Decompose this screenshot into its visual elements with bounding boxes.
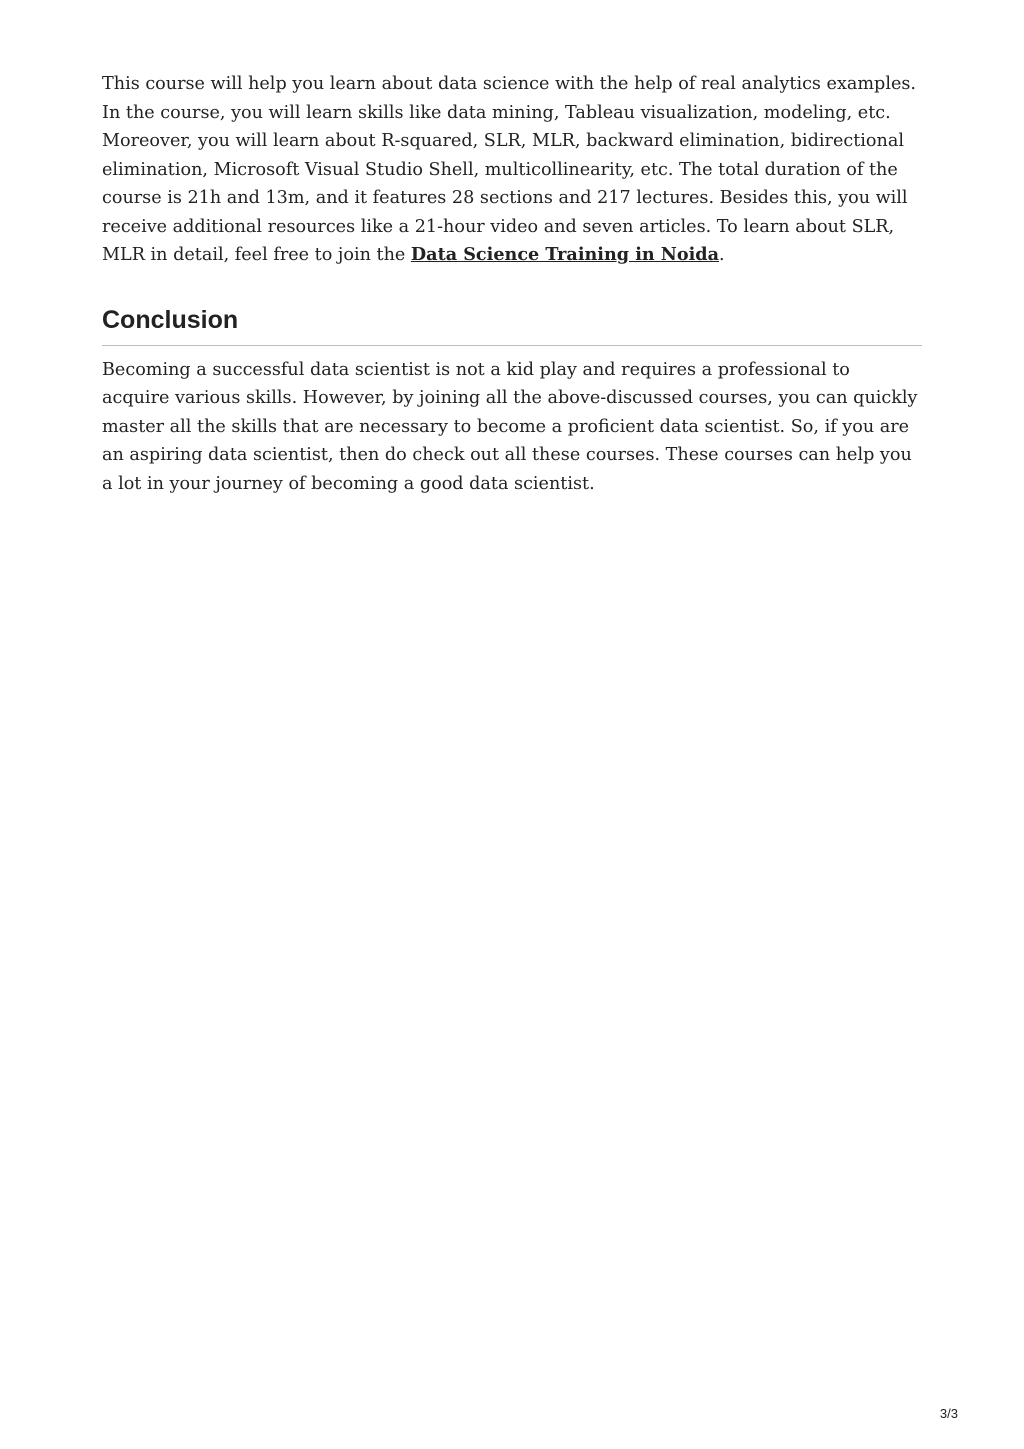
conclusion-paragraph: Becoming a successful data scientist is not a kid play and requires a professional to acquire various skills. However, by joining all the above-discussed courses, you can quickly master all the skills that are necessary to become a proficient data scientist. So, if you are an aspiring data scientist, then do check out all these courses. These courses can help you a lot in your journey of becoming a good data scientist. xyxy=(102,359,918,494)
course-paragraph-trailing: . xyxy=(719,245,725,265)
document-body xyxy=(102,70,922,498)
conclusion-heading: Conclusion xyxy=(102,304,922,346)
course-paragraph-text: This course will help you learn about data science with the help of real analytics examples. In the course, you will learn skills like data mining, Tableau visualization, modeling, etc. Moreover, you will learn about R-squared, SLR, MLR, backward elimination, bidirectional elimination, Microsoft Visual Studio Shell, multicollinearity, etc. The total duration of the course is 21h and 13m, and it features 28 sections and 217 lectures. Besides this, you will receive additional resources like a 21-hour video and seven articles. To learn about SLR, MLR in detail, feel free to join the xyxy=(102,74,916,265)
data-science-training-link[interactable]: Data Science Training in Noida xyxy=(410,244,720,265)
page-number: 3/3 xyxy=(939,1406,958,1421)
course-paragraph xyxy=(102,70,922,270)
